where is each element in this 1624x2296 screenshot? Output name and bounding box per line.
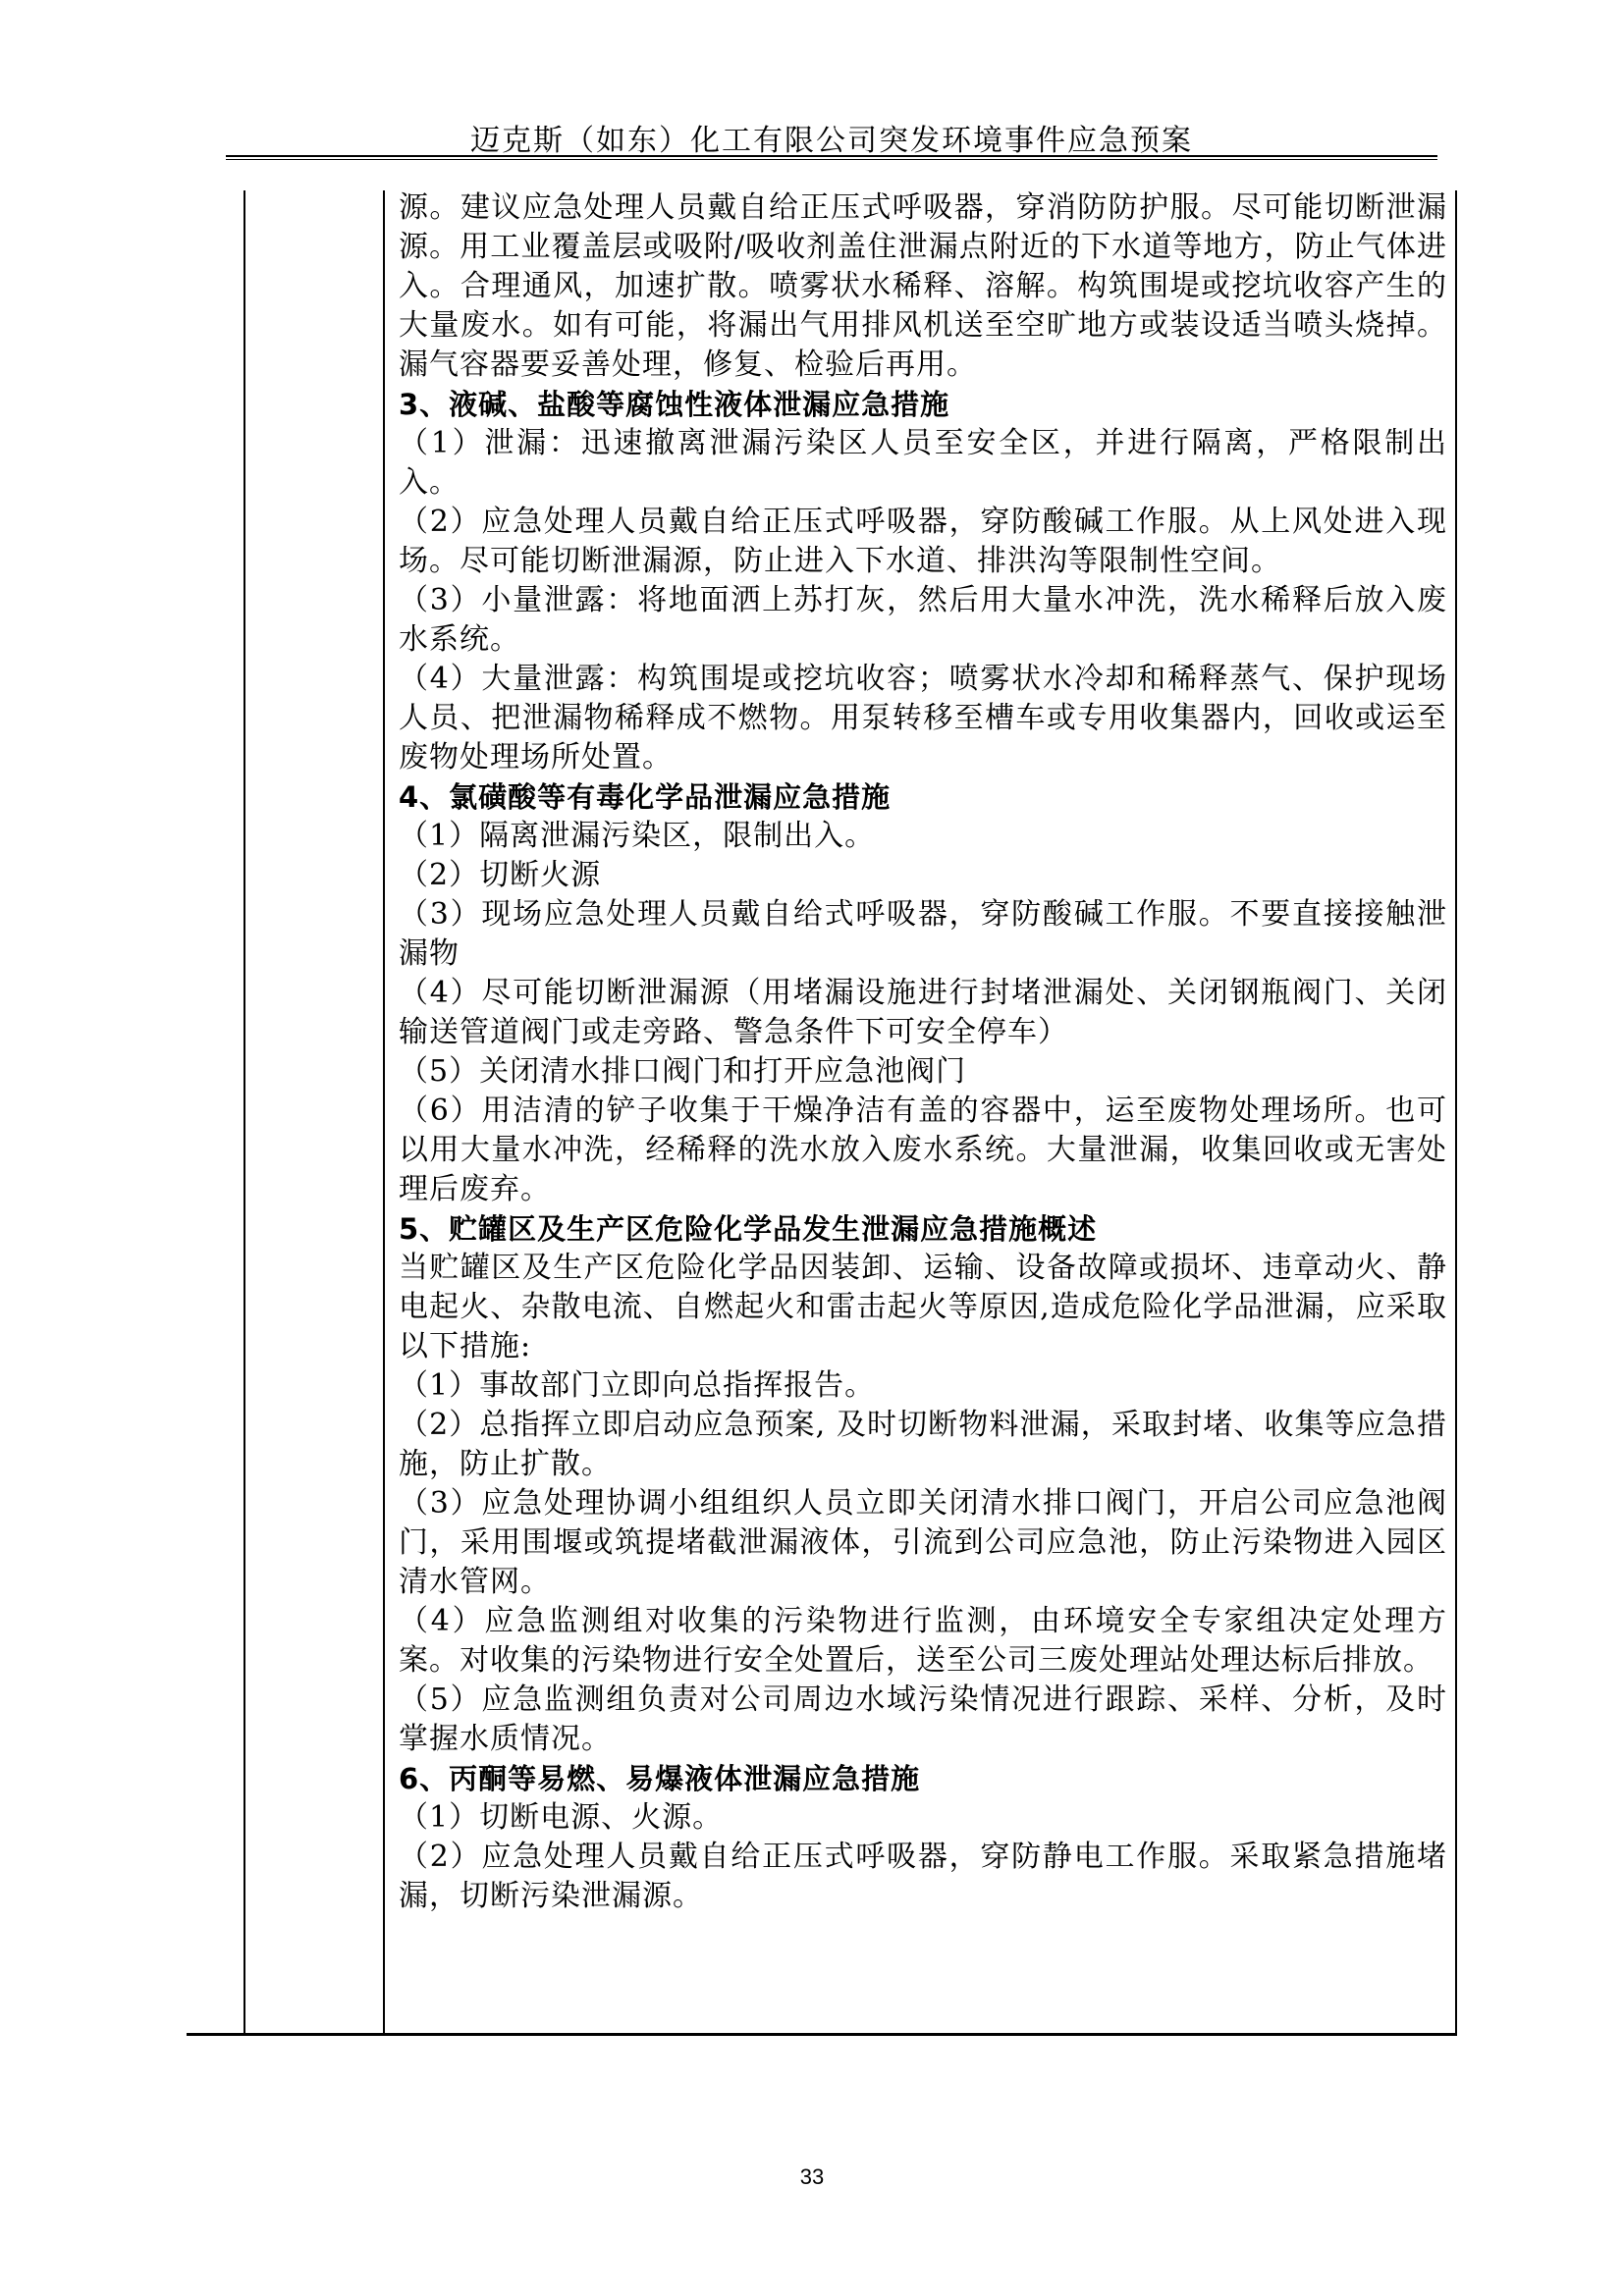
paragraph: （4）尽可能切断泄漏源（用堵漏设施进行封堵泄漏处、关闭钢瓶阀门、关闭输送管道阀门或走旁路、警急条件下可安全停车） bbox=[399, 976, 1447, 1049]
page-number: 33 bbox=[799, 2164, 825, 2189]
paragraph: （5）关闭清水排口阀门和打开应急池阀门 bbox=[399, 1054, 967, 1089]
header-divider-thin bbox=[226, 159, 1437, 160]
paragraph: （2）应急处理人员戴自给正压式呼吸器，穿防酸碱工作服。从上风处进入现场。尽可能切断泄漏源，防止进入下水道、排洪沟等限制性空间。 bbox=[399, 505, 1447, 578]
table-cell-content bbox=[399, 188, 1447, 1916]
paragraph: （3）现场应急处理人员戴自给式呼吸器，穿防酸碱工作服。不要直接接触泄漏物 bbox=[399, 897, 1447, 971]
paragraph: （2）应急处理人员戴自给正压式呼吸器，穿防静电工作服。采取紧急措施堵漏，切断污染泄漏源。 bbox=[399, 1840, 1447, 1913]
paragraph: 当贮罐区及生产区危险化学品因装卸、运输、设备故障或损坏、违章动火、静电起火、杂散电流、自燃起火和雷击起火等原因,造成危险化学品泄漏，应采取以下措施: bbox=[399, 1251, 1447, 1363]
page-header-title: 迈克斯（如东）化工有限公司突发环境事件应急预案 bbox=[470, 124, 1193, 158]
paragraph: （4）应急监测组对收集的污染物进行监测，由环境安全专家组决定处理方案。对收集的污染物进行安全处置后，送至公司三废处理站处理达标后排放。 bbox=[399, 1604, 1447, 1678]
table-column-line bbox=[244, 190, 245, 2036]
table-bottom-border bbox=[187, 2033, 1457, 2036]
paragraph: （4）大量泄露：构筑围堤或挖坑收容；喷雾状水冷却和稀释蒸气、保护现场人员、把泄漏物稀释成不燃物。用泵转移至槽车或专用收集器内，回收或运至废物处理场所处置。 bbox=[399, 662, 1447, 774]
paragraph: 源。建议应急处理人员戴自给正压式呼吸器，穿消防防护服。尽可能切断泄漏源。用工业覆盖层或吸附/吸收剂盖住泄漏点附近的下水道等地方，防止气体进入。合理通风，加速扩散。喷雾状水稀释、溶解。构筑围堤或挖坑收容产生的大量废水。如有可能，将漏出气用排风机送至空旷地方或装设适当喷头烧掉。漏气容器要妥善处理，修复、检验后再用。 bbox=[399, 190, 1447, 382]
paragraph: （1）事故部门立即向总指挥报告。 bbox=[399, 1368, 876, 1403]
section-heading: 3、液碱、盐酸等腐蚀性液体泄漏应急措施 bbox=[399, 388, 950, 421]
section-heading: 6、丙酮等易燃、易爆液体泄漏应急措施 bbox=[399, 1762, 921, 1795]
paragraph: （1）切断电源、火源。 bbox=[399, 1800, 724, 1835]
paragraph: （2）总指挥立即启动应急预案, 及时切断物料泄漏，采取封堵、收集等应急措施，防止扩散。 bbox=[399, 1408, 1447, 1481]
paragraph: （3）应急处理协调小组组织人员立即关闭清水排口阀门，开启公司应急池阀门，采用围堰或筑提堵截泄漏液体，引流到公司应急池，防止污染物进入园区清水管网。 bbox=[399, 1486, 1447, 1599]
paragraph: （3）小量泄露：将地面洒上苏打灰，然后用大量水冲洗，洗水稀释后放入废水系统。 bbox=[399, 583, 1447, 657]
paragraph: （2）切断火源 bbox=[399, 858, 602, 892]
section-heading: 5、贮罐区及生产区危险化学品发生泄漏应急措施概述 bbox=[399, 1212, 1098, 1246]
header-divider bbox=[226, 155, 1437, 157]
paragraph: （1）泄漏：迅速撤离泄漏污染区人员至安全区，并进行隔离，严格限制出入。 bbox=[399, 426, 1447, 500]
paragraph: （1）隔离泄漏污染区，限制出入。 bbox=[399, 819, 876, 853]
paragraph: （6）用洁清的铲子收集于干燥净洁有盖的容器中，运至废物处理场所。也可以用大量水冲洗，经稀释的洗水放入废水系统。大量泄漏，收集回收或无害处理后废弃。 bbox=[399, 1094, 1447, 1206]
section-heading: 4、氯磺酸等有毒化学品泄漏应急措施 bbox=[399, 780, 892, 814]
content-table bbox=[187, 190, 1455, 2036]
paragraph: （5）应急监测组负责对公司周边水域污染情况进行跟踪、采样、分析，及时掌握水质情况。 bbox=[399, 1682, 1447, 1756]
table-column-line bbox=[383, 190, 385, 2036]
table-column-line bbox=[1455, 190, 1457, 2036]
